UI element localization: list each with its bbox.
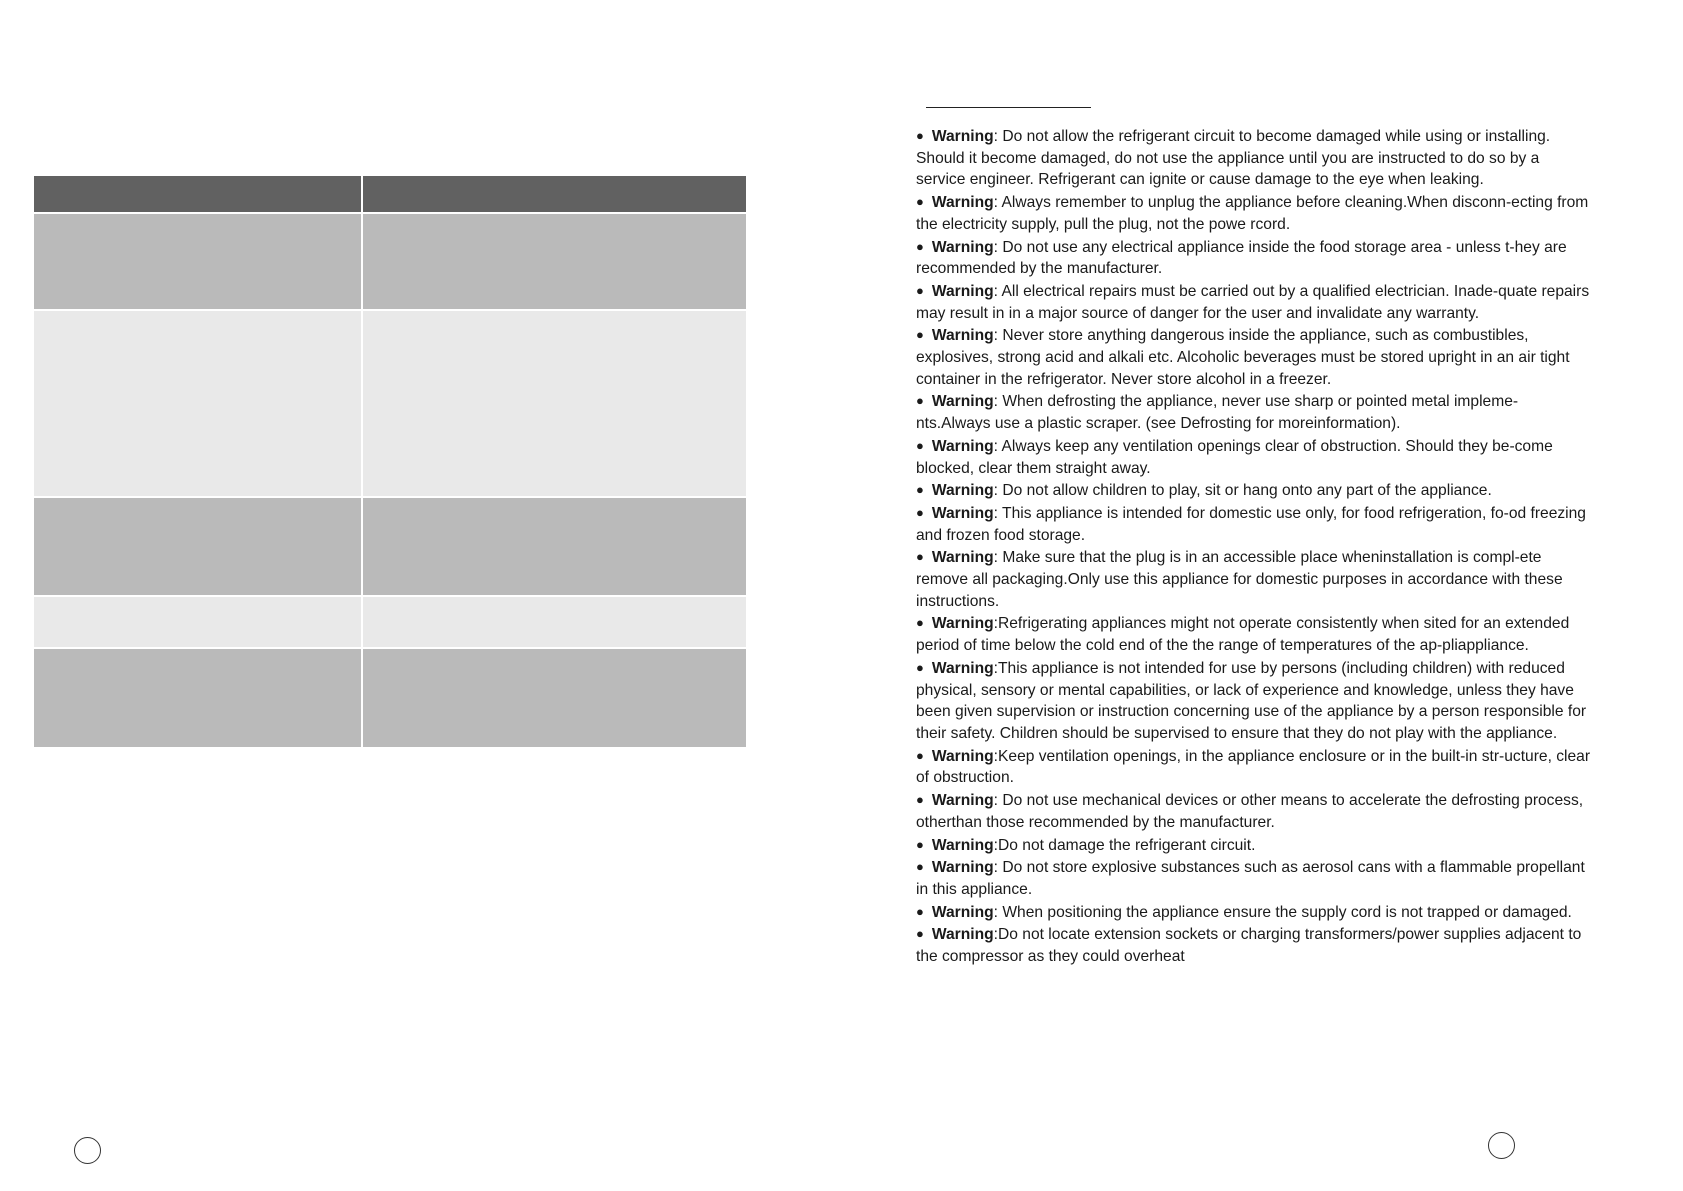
warning-separator: : [993,549,1003,567]
warning-separator: : [993,393,1003,411]
table-cell [34,497,362,596]
warning-separator: : [993,903,1003,921]
warning-label: Warning [931,194,994,212]
warning-separator: : [993,615,998,633]
warning-text: Keep ventilation openings, in the appliance enclosure or in the built-in str-ucture, clear of obstruction. [916,747,1591,787]
warning-separator: : [993,792,1003,810]
bullet-icon: ● [916,659,924,675]
warning-text: Do not allow children to play, sit or hang onto any part of the appliance. [1002,482,1492,500]
warning-text: This appliance is not intended for use by persons (including children) with reduced physical, sensory or mental capabilities, or lack of experience and knowledge, unless they have been given supervision or instruction concerning use of the appliance by a person responsible for their safety. Children should be supervised to ensure that they do not play with the appliance. [916,659,1587,742]
bullet-icon: ● [916,792,924,808]
table-row [34,497,746,596]
warning-item [916,901,1592,924]
bullet-icon: ● [916,903,924,919]
table-cell [34,310,362,497]
table-cell [362,497,746,596]
heading-underline [926,107,1091,108]
warning-label: Warning [931,926,994,944]
warning-label: Warning [931,792,994,810]
warning-label: Warning [931,903,994,921]
bullet-icon: ● [916,926,924,942]
left-page [0,0,840,1191]
warning-item [916,324,1592,390]
warning-text: When defrosting the appliance, never use sharp or pointed metal impleme-nts.Always use a plastic scraper. (see Defrosting for moreinformation). [916,393,1519,433]
warning-item [916,546,1592,612]
warning-label: Warning [931,238,994,256]
warning-item [916,856,1592,900]
bullet-icon: ● [916,282,924,298]
warning-item [916,191,1592,235]
table-row [34,213,746,310]
table-cell [34,596,362,648]
warning-item [916,657,1592,745]
warning-label: Warning [931,859,994,877]
warning-item [916,502,1592,546]
warning-label: Warning [931,282,994,300]
warnings-list [916,125,1592,968]
warning-label: Warning [931,437,994,455]
warning-separator: : [993,437,1002,455]
bullet-icon: ● [916,482,924,498]
warning-separator: : [993,504,1003,522]
table-cell [362,213,746,310]
table-cell [362,310,746,497]
warning-separator: : [993,659,998,677]
warning-item [916,479,1592,502]
warning-item [916,236,1592,280]
warning-item [916,745,1592,789]
warning-label: Warning [931,128,994,145]
bullet-icon: ● [916,393,924,409]
bullet-icon: ● [916,836,924,852]
bullet-icon: ● [916,128,924,143]
page-number-circle [1488,1132,1515,1159]
warning-text: Make sure that the plug is in an accessible place wheninstallation is compl-ete remove all packaging.Only use this appliance for domestic purposes in accordance with these instructions. [916,549,1563,610]
warning-separator: : [993,238,1003,256]
warning-item [916,280,1592,324]
warning-separator: : [993,747,998,765]
warning-item [916,834,1592,857]
warning-separator: : [993,859,1003,877]
warning-item [916,125,1592,191]
warning-text: Always keep any ventilation openings clear of obstruction. Should they be-come blocked, clear them straight away. [916,437,1553,477]
warning-item [916,435,1592,479]
table-row [34,648,746,748]
warning-label: Warning [931,615,994,633]
bullet-icon: ● [916,615,924,631]
right-page [840,0,1683,1191]
warning-label: Warning [931,327,994,345]
bullet-icon: ● [916,327,924,343]
spec-table [34,176,746,749]
table-row [34,596,746,648]
warning-label: Warning [931,747,994,765]
page-number-circle [74,1137,101,1164]
warning-label: Warning [931,836,994,854]
bullet-icon: ● [916,859,924,875]
table-cell [34,648,362,748]
warning-label: Warning [931,482,994,500]
warning-separator: : [993,836,998,854]
table-header-row [34,176,746,213]
warning-item [916,923,1592,967]
warning-text: When positioning the appliance ensure the supply cord is not trapped or damaged. [1002,903,1572,921]
table-cell [34,213,362,310]
warning-text: Do not use mechanical devices or other means to accelerate the defrosting process, otherthan those recommended by the manufacturer. [916,792,1584,831]
warning-text: All electrical repairs must be carried out by a qualified electrician. Inade-quate repairs may result in in a major source of danger for the user and invalidate any warranty. [916,282,1590,322]
warning-text: Do not allow the refrigerant circuit to become damaged while using or installing. Should it become damaged, do not use the appliance until you are instructed to do so by a service engineer. Refrigerant can ignite or cause damage to the eye when leaking. [916,128,1551,189]
bullet-icon: ● [916,437,924,453]
warning-text: Refrigerating appliances might not operate consistently when sited for an extended period of time below the cold end of the the range of temperatures of the ap-pliappliance. [916,615,1570,655]
warning-separator: : [993,926,998,944]
table-cell [362,596,746,648]
table-header-cell [34,176,362,213]
warning-separator: : [993,327,1003,345]
warning-label: Warning [931,504,994,522]
bullet-icon: ● [916,504,924,520]
warning-text: Never store anything dangerous inside the appliance, such as combustibles, explosives, strong acid and alkali etc. Alcoholic beverages must be stored upright in an air tight container in the refrigerator. Never store alcohol in a freezer. [916,327,1570,388]
warning-item [916,390,1592,434]
bullet-icon: ● [916,238,924,254]
warning-text: Do not use any electrical appliance inside the food storage area - unless t-hey are recommended by the manufacturer. [916,238,1567,278]
warning-text: Do not locate extension sockets or charging transformers/power supplies adjacent to the compressor as they could overheat [916,926,1582,966]
bullet-icon: ● [916,747,924,763]
table-header-cell [362,176,746,213]
warning-separator: : [993,194,1002,212]
warning-item [916,789,1592,833]
bullet-icon: ● [916,549,924,565]
warning-label: Warning [931,393,994,411]
warning-separator: : [993,128,1003,145]
bullet-icon: ● [916,194,924,210]
warning-item [916,612,1592,656]
table-row [34,310,746,497]
warning-separator: : [993,482,1003,500]
warning-text: Do not damage the refrigerant circuit. [998,836,1256,854]
warning-text: Do not store explosive substances such as aerosol cans with a flammable propellant in this appliance. [916,859,1585,898]
warning-separator: : [993,282,1002,300]
warning-text: Always remember to unplug the appliance before cleaning.When disconn-ecting from the electricity supply, pull the plug, not the powe rcord. [916,194,1589,233]
warning-text: This appliance is intended for domestic use only, for food refrigeration, fo-od freezing and frozen food storage. [916,504,1586,544]
warning-label: Warning [931,549,994,567]
table-cell [362,648,746,748]
warning-label: Warning [931,659,994,677]
